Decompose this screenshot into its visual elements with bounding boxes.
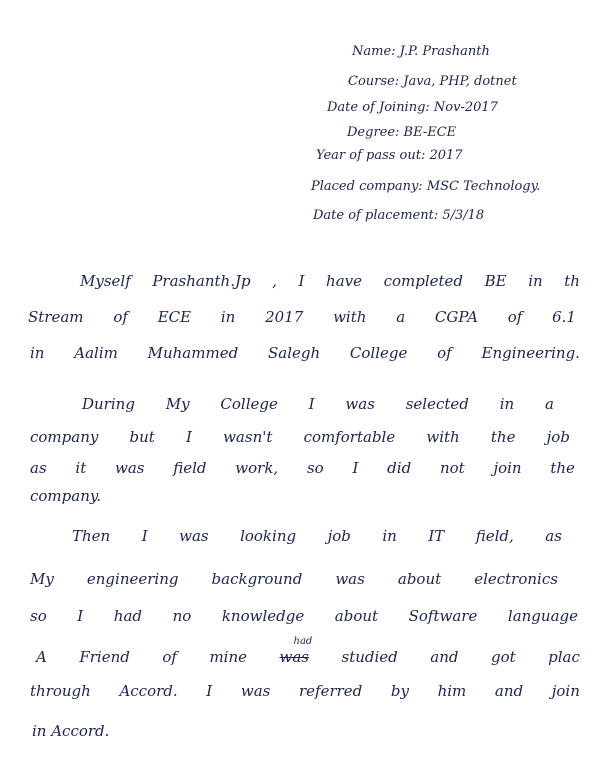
word: and — [494, 682, 524, 700]
word: referred — [298, 682, 363, 700]
word: was — [345, 395, 375, 413]
placed-company-line: Placed company: MSC Technology. — [311, 179, 541, 194]
word: I — [298, 272, 305, 290]
word: the — [490, 428, 516, 446]
word: a — [396, 308, 406, 326]
word: in — [499, 395, 515, 413]
text-line: company. — [30, 487, 102, 505]
word: have — [326, 272, 363, 290]
word: was — [335, 570, 365, 588]
name-line: Name: J.P. Prashanth — [352, 44, 490, 59]
date-of-joining-line: Date of Joining: Nov-2017 — [327, 100, 498, 115]
word: did — [387, 459, 412, 477]
word: as — [545, 527, 562, 545]
word: My — [30, 570, 54, 588]
word: language — [507, 607, 578, 625]
word: him — [437, 682, 467, 700]
word: with — [426, 428, 460, 446]
word: Prashanth.Jp — [152, 272, 251, 290]
year-of-passout-line: Year of pass out: 2017 — [316, 148, 463, 163]
correction — [279, 636, 313, 666]
word: A — [36, 648, 47, 666]
word: CGPA — [434, 308, 478, 326]
word: Muhammed — [147, 344, 239, 362]
word: IT — [428, 527, 445, 545]
word: was — [179, 527, 209, 545]
word: it — [75, 459, 87, 477]
word: I — [308, 395, 315, 413]
word: background — [211, 570, 303, 588]
word: join — [493, 459, 522, 477]
word: comfortable — [303, 428, 396, 446]
word: of — [113, 308, 128, 326]
word: job — [327, 527, 351, 545]
text-line — [82, 395, 554, 413]
word: a — [544, 395, 554, 413]
word: field, — [475, 527, 514, 545]
text-line — [36, 636, 580, 666]
word: completed — [383, 272, 464, 290]
word: Accord. — [119, 682, 178, 700]
word: I — [206, 682, 213, 700]
word: of — [162, 648, 177, 666]
word: I — [77, 607, 84, 625]
text-line — [30, 344, 580, 362]
word: join — [551, 682, 580, 700]
date-of-placement-line: Date of placement: 5/3/18 — [313, 208, 485, 223]
word: 2017 — [265, 308, 304, 326]
word: the — [550, 459, 575, 477]
word: looking — [240, 527, 297, 545]
text-line — [28, 308, 576, 326]
text-line — [72, 527, 562, 545]
word: but — [129, 428, 155, 446]
word: field — [173, 459, 207, 477]
word: no — [172, 607, 192, 625]
text-line: in Accord. — [32, 722, 110, 740]
word: not — [439, 459, 465, 477]
word: Then — [72, 527, 111, 545]
word: During — [82, 395, 135, 413]
word: engineering — [86, 570, 179, 588]
word: as — [30, 459, 47, 477]
word: job — [546, 428, 570, 446]
word: BE — [484, 272, 507, 290]
word: My — [165, 395, 190, 413]
word: work, — [235, 459, 279, 477]
word: I — [352, 459, 359, 477]
word: Myself — [80, 272, 131, 290]
word: Stream — [28, 308, 84, 326]
word: I — [185, 428, 192, 446]
degree-line: Degree: BE-ECE — [347, 125, 457, 140]
text-line — [30, 607, 578, 625]
word: and — [430, 648, 459, 666]
word: about — [397, 570, 442, 588]
word: of — [437, 344, 452, 362]
word: Software — [408, 607, 478, 625]
word: wasn't — [223, 428, 273, 446]
text-line — [30, 459, 575, 477]
word: about — [334, 607, 379, 625]
word: selected — [405, 395, 469, 413]
word: through — [30, 682, 91, 700]
word: Engineering. — [481, 344, 580, 362]
word: I — [141, 527, 148, 545]
word: company — [30, 428, 99, 446]
word: in — [382, 527, 397, 545]
word: College — [349, 344, 408, 362]
word: Aalim — [74, 344, 118, 362]
word: knowledge — [221, 607, 305, 625]
word: electronics — [474, 570, 558, 588]
word: so — [306, 459, 324, 477]
word: 6.1 — [552, 308, 576, 326]
word: Salegh — [267, 344, 321, 362]
word: of — [507, 308, 523, 326]
text-line — [30, 570, 558, 588]
word: was — [115, 459, 145, 477]
inserted-word: had — [293, 636, 313, 647]
text-line — [30, 682, 580, 700]
word: in — [220, 308, 236, 326]
word: in — [30, 344, 45, 362]
course-line: Course: Java, PHP, dotnet — [348, 74, 517, 89]
word: , — [272, 272, 277, 290]
word: Friend — [79, 648, 130, 666]
word: th — [564, 272, 580, 290]
text-line — [30, 428, 570, 446]
word: by — [390, 682, 409, 700]
word: got — [490, 648, 516, 666]
word: with — [333, 308, 367, 326]
word: had — [113, 607, 143, 625]
word: College — [220, 395, 278, 413]
struck-word: was — [279, 648, 309, 666]
word: mine — [209, 648, 248, 666]
word: studied — [341, 648, 398, 666]
word: in — [528, 272, 543, 290]
word: plac — [548, 648, 580, 666]
word: so — [30, 607, 47, 625]
word: was — [240, 682, 271, 700]
word: ECE — [157, 308, 192, 326]
text-line — [80, 272, 580, 290]
